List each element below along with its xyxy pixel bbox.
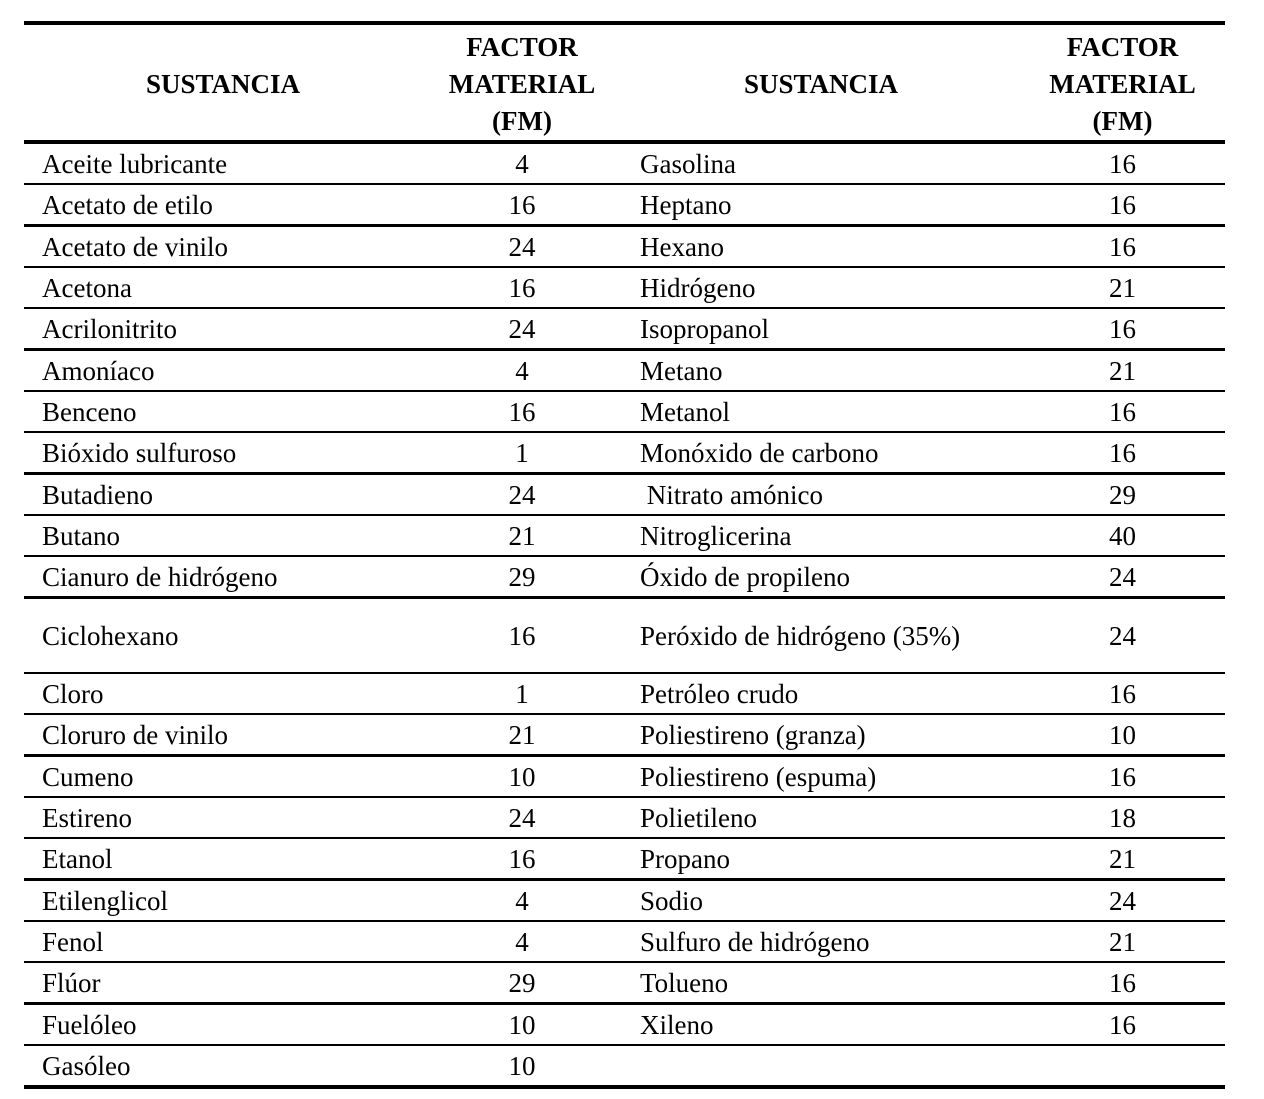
substance-name: Amoníaco bbox=[24, 350, 422, 392]
substance-name: Butadieno bbox=[24, 474, 422, 516]
table-row bbox=[24, 267, 1225, 308]
substance-name: Nitroglicerina bbox=[622, 515, 1020, 556]
material-factor-value: 10 bbox=[1020, 714, 1225, 756]
substance-name: Ciclohexano bbox=[24, 598, 422, 674]
header-sustancia-right bbox=[622, 23, 1020, 142]
substance-name: Acetato de etilo bbox=[24, 184, 422, 226]
substance-name: Hidrógeno bbox=[622, 267, 1020, 308]
table-row bbox=[24, 1045, 1225, 1087]
substance-name: Nitrato amónico bbox=[622, 474, 1020, 516]
material-factor-value: 16 bbox=[1020, 432, 1225, 474]
substance-name: Monóxido de carbono bbox=[622, 432, 1020, 474]
material-factor-value: 21 bbox=[1020, 267, 1225, 308]
material-factor-value: 16 bbox=[1020, 308, 1225, 350]
material-factor-value: 1 bbox=[422, 673, 622, 714]
substance-name: Acetona bbox=[24, 267, 422, 308]
substance-name: Polietileno bbox=[622, 797, 1020, 838]
substance-name: Sodio bbox=[622, 880, 1020, 922]
substance-name: Propano bbox=[622, 838, 1020, 880]
material-factor-value: 21 bbox=[1020, 838, 1225, 880]
table-row bbox=[24, 142, 1225, 184]
material-factor-value: 24 bbox=[422, 308, 622, 350]
substance-name: Bióxido sulfuroso bbox=[24, 432, 422, 474]
material-factor-value: 16 bbox=[422, 184, 622, 226]
substance-name: Fenol bbox=[24, 921, 422, 962]
substance-name: Flúor bbox=[24, 962, 422, 1004]
material-factor-value: 29 bbox=[422, 556, 622, 598]
table-row bbox=[24, 556, 1225, 598]
substance-name: Tolueno bbox=[622, 962, 1020, 1004]
material-factor-value: 16 bbox=[422, 838, 622, 880]
table-row bbox=[24, 474, 1225, 516]
substance-name: Heptano bbox=[622, 184, 1020, 226]
table-row bbox=[24, 673, 1225, 714]
substance-name: Aceite lubricante bbox=[24, 142, 422, 184]
table-row bbox=[24, 756, 1225, 798]
table-row bbox=[24, 1004, 1225, 1046]
table-row bbox=[24, 880, 1225, 922]
substance-name bbox=[622, 1045, 1020, 1087]
material-factor-value: 1 bbox=[422, 432, 622, 474]
material-factor-value: 21 bbox=[1020, 921, 1225, 962]
table-row bbox=[24, 432, 1225, 474]
material-factor-value bbox=[1020, 1045, 1225, 1087]
header-sustancia-left bbox=[24, 23, 422, 142]
material-factor-value: 16 bbox=[1020, 226, 1225, 268]
substance-name: Cumeno bbox=[24, 756, 422, 798]
substance-name: Sulfuro de hidrógeno bbox=[622, 921, 1020, 962]
material-factor-value: 10 bbox=[422, 756, 622, 798]
substance-name: Petróleo crudo bbox=[622, 673, 1020, 714]
substance-name: Isopropanol bbox=[622, 308, 1020, 350]
material-factor-value: 16 bbox=[1020, 673, 1225, 714]
table-row bbox=[24, 598, 1225, 674]
substance-name: Xileno bbox=[622, 1004, 1020, 1046]
material-factor-value: 4 bbox=[422, 350, 622, 392]
material-factor-value: 16 bbox=[1020, 391, 1225, 432]
table-row bbox=[24, 962, 1225, 1004]
substance-name: Estireno bbox=[24, 797, 422, 838]
header-label: SUSTANCIA bbox=[145, 69, 301, 99]
material-factor-value: 21 bbox=[422, 515, 622, 556]
table-row bbox=[24, 515, 1225, 556]
substance-name: Acetato de vinilo bbox=[24, 226, 422, 268]
material-factor-value: 4 bbox=[422, 921, 622, 962]
material-factor-value: 24 bbox=[422, 797, 622, 838]
header-label: MATERIAL bbox=[1049, 69, 1196, 99]
material-factor-value: 16 bbox=[1020, 756, 1225, 798]
material-factor-table bbox=[24, 21, 1225, 1089]
table-row bbox=[24, 350, 1225, 392]
table-row bbox=[24, 714, 1225, 756]
header-label: FACTOR bbox=[1066, 32, 1179, 62]
material-factor-value: 10 bbox=[422, 1004, 622, 1046]
material-factor-value: 16 bbox=[1020, 142, 1225, 184]
header-label: (FM) bbox=[492, 106, 552, 136]
header-label: (FM) bbox=[1092, 106, 1153, 136]
table-header-row bbox=[24, 23, 1225, 142]
material-factor-value: 16 bbox=[422, 598, 622, 674]
material-factor-value: 16 bbox=[1020, 184, 1225, 226]
header-fm-left bbox=[422, 23, 622, 142]
material-factor-value: 16 bbox=[1020, 1004, 1225, 1046]
substance-name: Peróxido de hidrógeno (35%) bbox=[622, 598, 1020, 674]
material-factor-value: 24 bbox=[1020, 556, 1225, 598]
header-fm-right bbox=[1020, 23, 1225, 142]
substance-name: Fuelóleo bbox=[24, 1004, 422, 1046]
table-row bbox=[24, 308, 1225, 350]
material-factor-value: 16 bbox=[422, 391, 622, 432]
substance-name: Butano bbox=[24, 515, 422, 556]
table-row bbox=[24, 838, 1225, 880]
substance-name: Gasóleo bbox=[42, 1051, 131, 1081]
material-factor-value: 21 bbox=[1020, 350, 1225, 392]
material-factor-value: 10 bbox=[508, 1051, 536, 1081]
material-factor-value: 29 bbox=[422, 962, 622, 1004]
substance-name: Metano bbox=[622, 350, 1020, 392]
table-row bbox=[24, 797, 1225, 838]
material-factor-value: 4 bbox=[422, 880, 622, 922]
material-factor-value: 21 bbox=[422, 714, 622, 756]
substance-name: Gasolina bbox=[622, 142, 1020, 184]
substance-name: Cloruro de vinilo bbox=[24, 714, 422, 756]
table-row bbox=[24, 921, 1225, 962]
substance-name: Metanol bbox=[622, 391, 1020, 432]
material-factor-value: 24 bbox=[422, 226, 622, 268]
substance-name: Cianuro de hidrógeno bbox=[24, 556, 422, 598]
table-row bbox=[24, 184, 1225, 226]
material-factor-value: 40 bbox=[1020, 515, 1225, 556]
material-factor-value: 24 bbox=[1020, 598, 1225, 674]
table-row bbox=[24, 391, 1225, 432]
material-factor-value: 24 bbox=[1020, 880, 1225, 922]
material-factor-value: 16 bbox=[1020, 962, 1225, 1004]
material-factor-value: 24 bbox=[422, 474, 622, 516]
header-label: MATERIAL bbox=[448, 69, 596, 99]
substance-name: Poliestireno (espuma) bbox=[622, 756, 1020, 798]
table-row bbox=[24, 226, 1225, 268]
header-label: SUSTANCIA bbox=[743, 69, 899, 99]
material-factor-value: 16 bbox=[422, 267, 622, 308]
material-factor-value: 18 bbox=[1020, 797, 1225, 838]
substance-name: Hexano bbox=[622, 226, 1020, 268]
header-label: FACTOR bbox=[466, 32, 578, 62]
material-factor-value: 4 bbox=[422, 142, 622, 184]
substance-name: Etilenglicol bbox=[24, 880, 422, 922]
material-factor-value: 29 bbox=[1020, 474, 1225, 516]
substance-name: Acrilonitrito bbox=[24, 308, 422, 350]
substance-name: Benceno bbox=[24, 391, 422, 432]
substance-name: Etanol bbox=[24, 838, 422, 880]
substance-name: Óxido de propileno bbox=[622, 556, 1020, 598]
substance-name: Cloro bbox=[24, 673, 422, 714]
substance-name: Poliestireno (granza) bbox=[622, 714, 1020, 756]
